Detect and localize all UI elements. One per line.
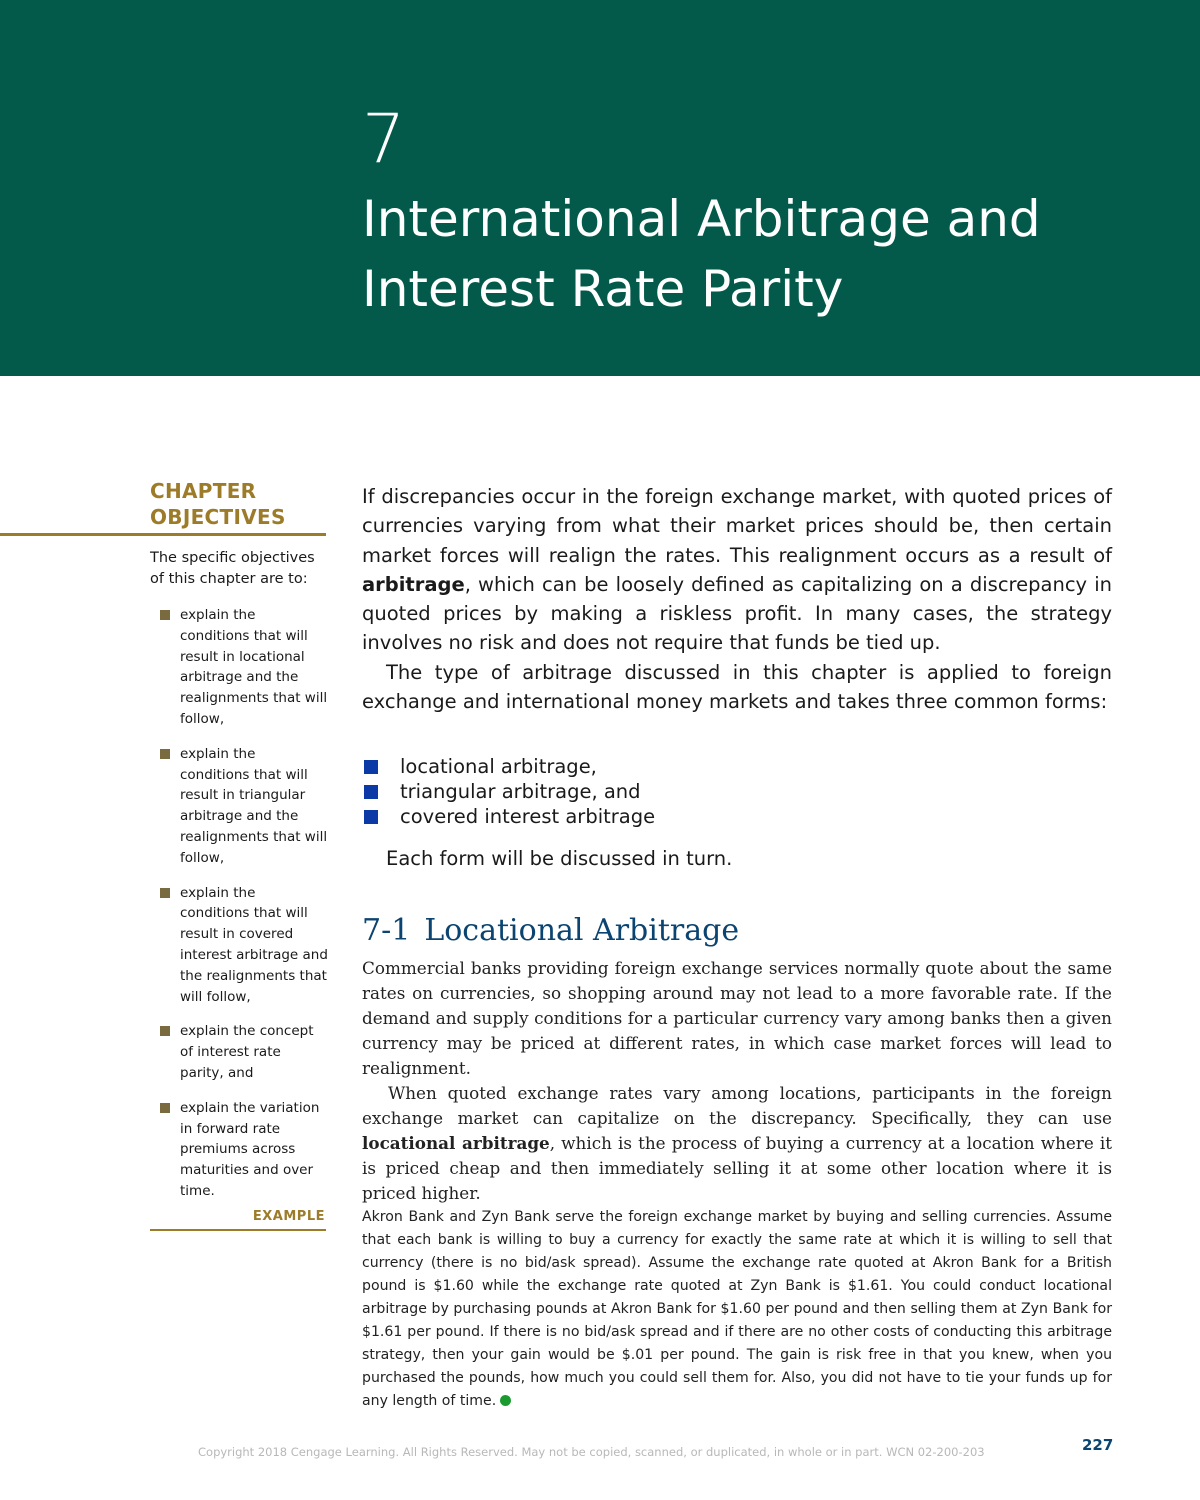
example-text: Akron Bank and Zyn Bank serve the foreign exchange market by buying and selling currencies. Assume that each bank is willing to buy a currency for exactly the same rate at which it is willing to sell that currency (there is no bid/ask spread). Assume the exchange rate quoted at Akron Bank for a British pound is $1.60 while the exchange rate quoted at Zyn Bank is $1.61. You could conduct locational arbitrage by purchasing pounds at Akron Bank for $1.60 per pound and then selling them at Zyn Bank for $1.61 per pound. If there is no bid/ask spread and if there are no other costs of conducting this arbitrage strategy, then your gain would be $.01 per pound. The gain is risk free in that you knew, when you purchased the pounds, how much you could sell them for. Also, you did not have to tie your funds up for any length of time. [362, 1209, 1112, 1409]
objective-item [160, 1021, 328, 1083]
arbitrage-form-item: locational arbitrage, [362, 754, 655, 779]
objective-text: explain the conditions that will result in locational arbitrage and the realignments that will follow, [180, 607, 328, 727]
section-heading [362, 910, 739, 952]
objective-item [160, 883, 328, 1008]
square-bullet-icon [160, 1103, 170, 1113]
arbitrage-forms-list [362, 754, 655, 829]
objectives-heading-line-2: OBJECTIVES [150, 505, 286, 529]
copyright-footer: Copyright 2018 Cengage Learning. All Rights Reserved. May not be copied, scanned, or duplicated, in whole or in part. WCN 02-200-203 [198, 1445, 985, 1459]
section-paragraph-2: When quoted exchange rates vary among locations, participants in the foreign exchange market can capitalize on the discrepancy. Specifically, they can use locational arbitrage, which is the process of buying a currency at a location where it is priced cheap and then immediately selling it at some other location where it is priced higher. [362, 1083, 1112, 1203]
objectives-list [160, 605, 328, 1216]
objectives-heading-line-1: CHAPTER [150, 479, 257, 503]
square-bullet-icon [364, 785, 378, 799]
square-bullet-icon [160, 888, 170, 898]
objective-item [160, 605, 328, 730]
example-end-dot-icon [500, 1395, 511, 1406]
example-box [362, 1206, 1112, 1413]
square-bullet-icon [160, 749, 170, 759]
key-term-arbitrage: arbitrage [362, 572, 465, 596]
section-number: 7-1 [362, 913, 411, 948]
square-bullet-icon [160, 1026, 170, 1036]
objective-text: explain the variation in forward rate premiums across maturities and over time. [180, 1099, 320, 1199]
arbitrage-form-item: covered interest arbitrage [362, 804, 655, 829]
objective-text: explain the conditions that will result in covered interest arbitrage and the realignments that will follow, [180, 884, 328, 1005]
example-label: EXAMPLE [252, 1209, 325, 1224]
example-divider [150, 1229, 326, 1231]
square-bullet-icon [160, 610, 170, 620]
intro-paragraph-1: If discrepancies occur in the foreign exchange market, with quoted prices of currencies varying from what their market prices should be, then certain market forces will realign the rates. This realignment occurs as a result of arbitrage, which can be loosely defined as capitalizing on a discrepancy in quoted prices by making a riskless profit. In many cases, the strategy involves no risk and does not require that funds be tied up. [362, 485, 1112, 655]
objective-item [160, 744, 328, 869]
page-number: 227 [1082, 1436, 1114, 1454]
objective-text: explain the concept of interest rate parity, and [180, 1023, 314, 1081]
each-form-sentence: Each form will be discussed in turn. [386, 847, 733, 870]
square-bullet-icon [364, 810, 378, 824]
chapter-banner [0, 0, 1200, 376]
objectives-intro: The specific objectives of this chapter are to: [150, 550, 315, 587]
chapter-title-line-2: Interest Rate Parity [362, 260, 844, 318]
intro-paragraph-2: The type of arbitrage discussed in this chapter is applied to foreign exchange and international money markets and takes three common forms: [362, 661, 1112, 714]
objectives-divider [0, 533, 326, 536]
chapter-number: 7 [362, 100, 406, 179]
chapter-title-line-1: International Arbitrage and [362, 190, 1041, 248]
objectives-heading [150, 478, 286, 530]
square-bullet-icon [364, 760, 378, 774]
key-term-locational-arbitrage: locational arbitrage [362, 1133, 550, 1153]
section-title: Locational Arbitrage [424, 913, 740, 948]
objective-item [160, 1098, 328, 1202]
arbitrage-form-item: triangular arbitrage, and [362, 779, 655, 804]
section-paragraph-1: Commercial banks providing foreign exchange services normally quote about the same rates on currencies, so shopping around may not lead to a more favorable rate. If the demand and supply conditions for a particular currency vary among banks then a given currency may be priced at different rates, in which case market forces will lead to realignment. [362, 958, 1112, 1078]
objective-text: explain the conditions that will result in triangular arbitrage and the realignments that will follow, [180, 745, 328, 866]
chapter-title [362, 184, 1162, 324]
